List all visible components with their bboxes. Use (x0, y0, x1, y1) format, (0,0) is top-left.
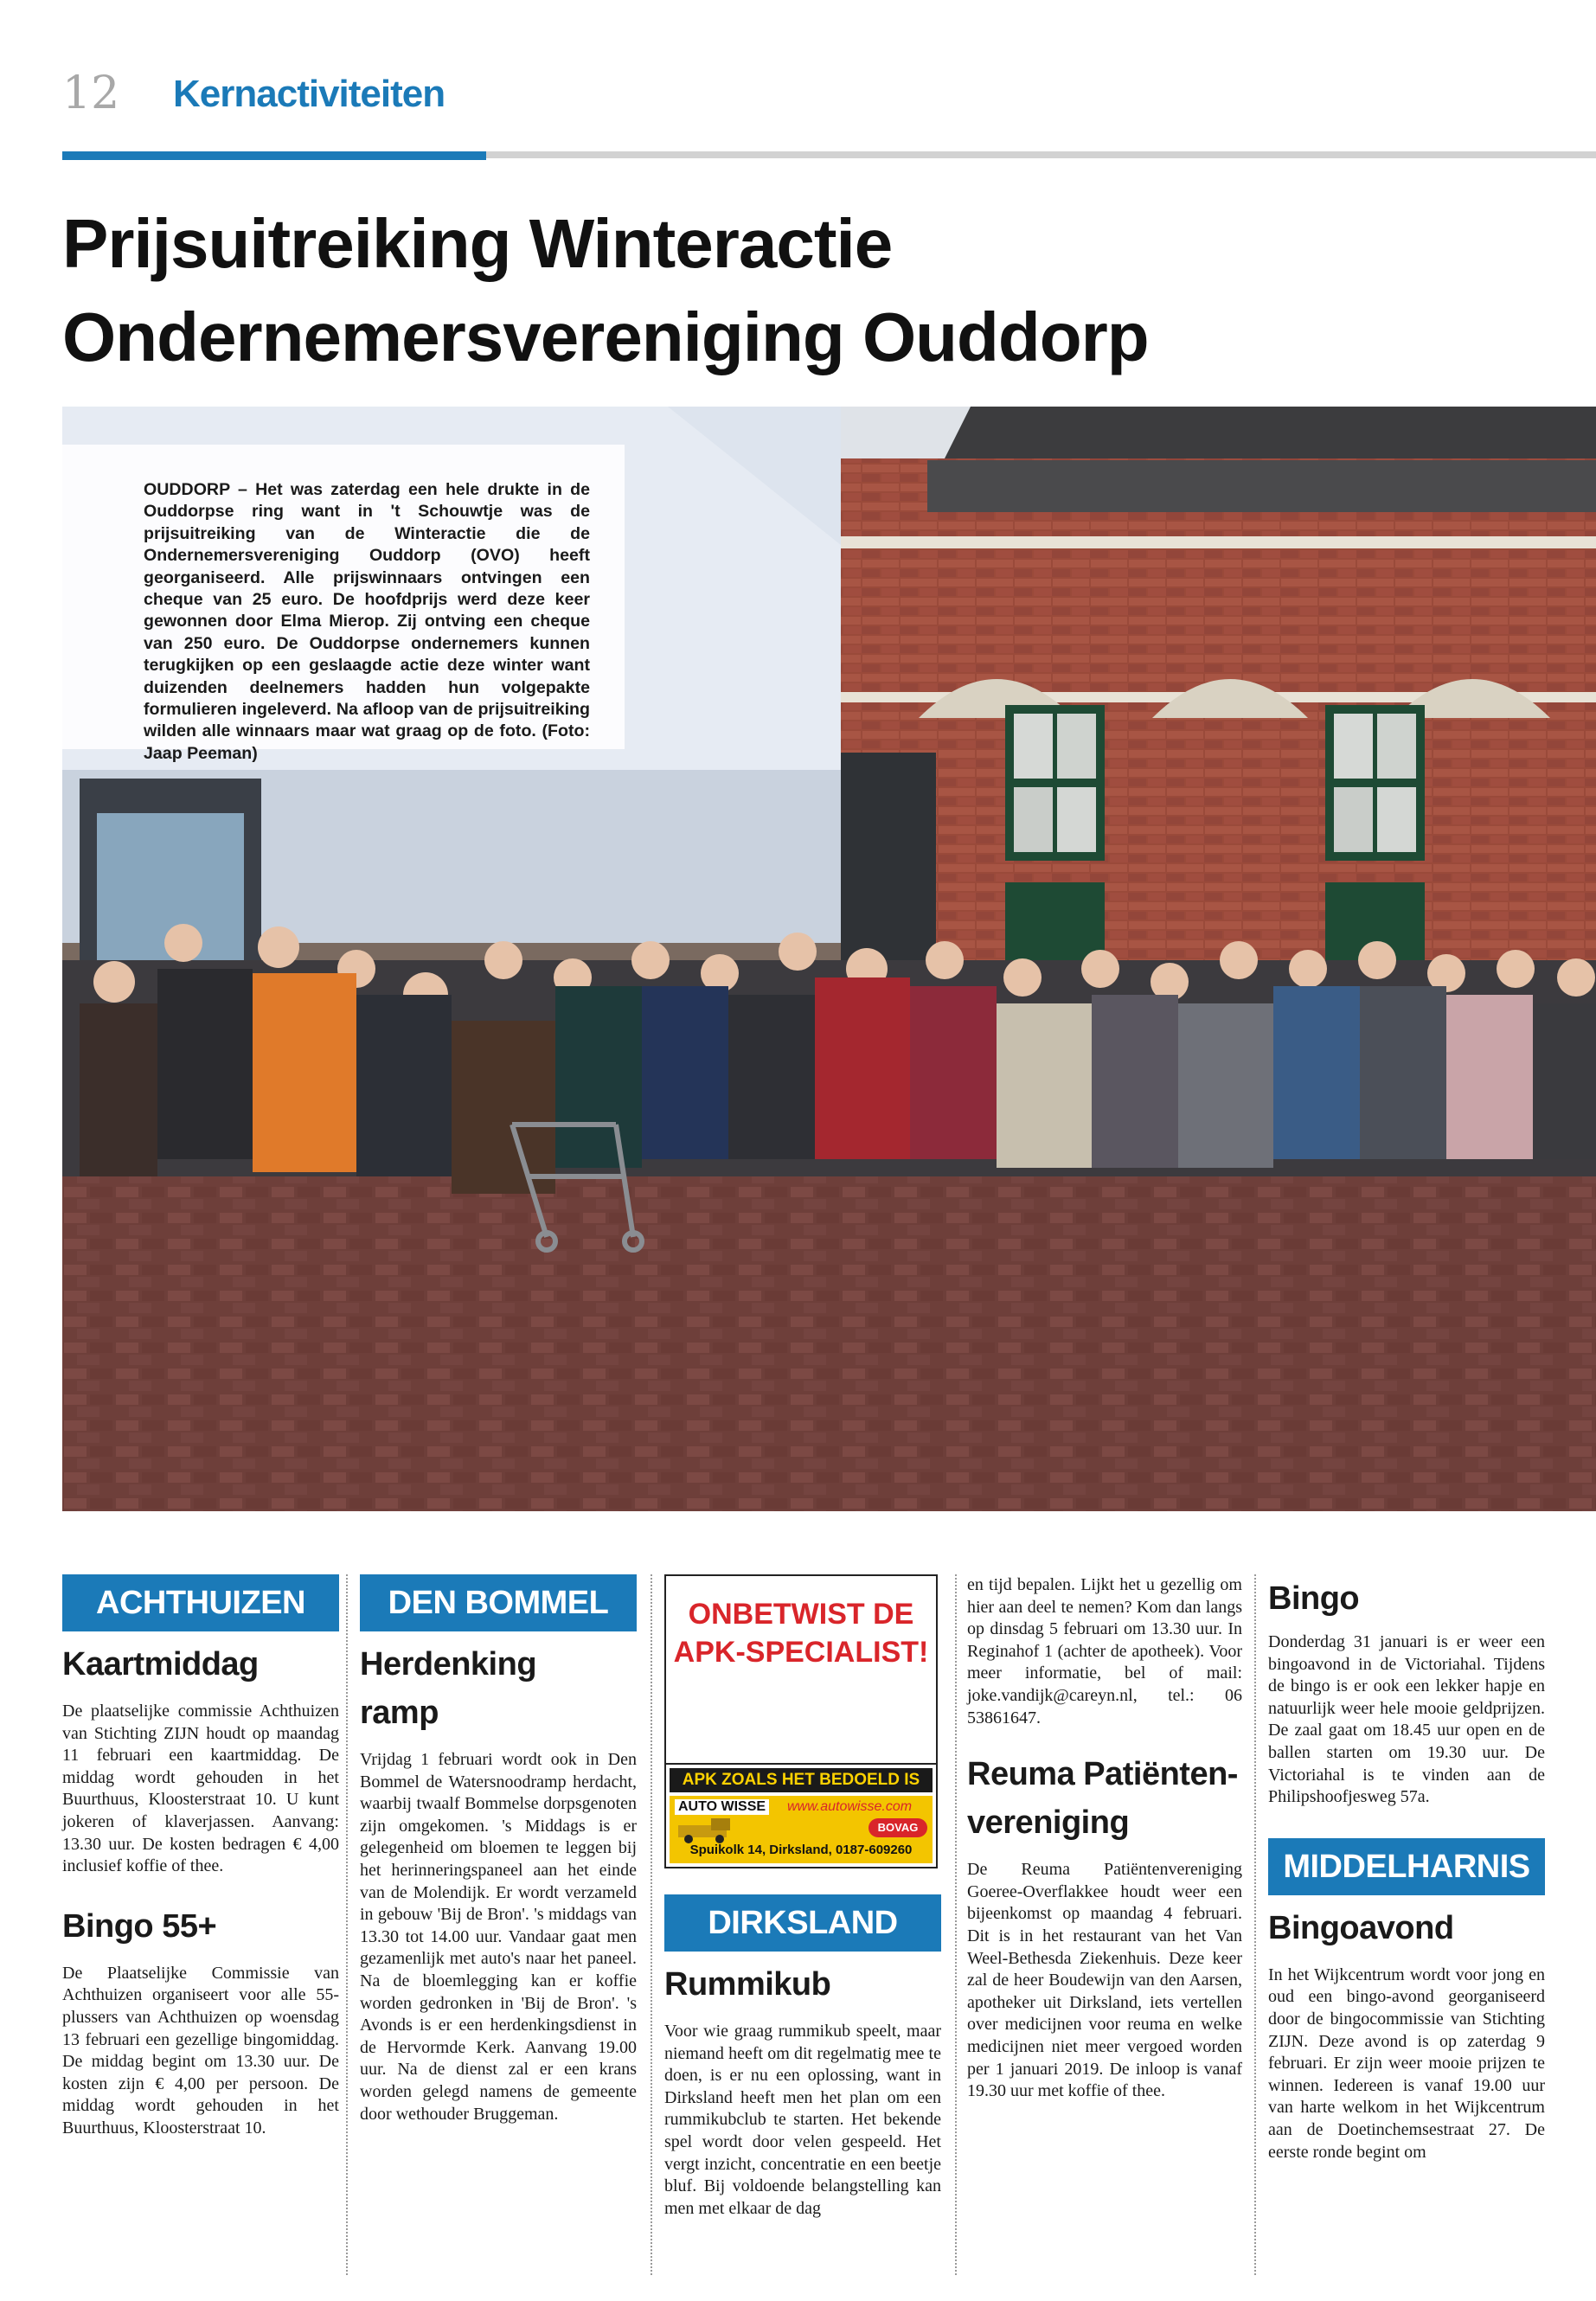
ad-footer (664, 1765, 938, 1868)
ad-headline (666, 1595, 936, 1671)
ad-url: www.autowisse.com (787, 1799, 913, 1814)
column-den-bommel (360, 1574, 637, 2275)
body-reuma: De Reuma Patiëntenvereniging Goeree-Overflakkee houdt weer een bijeenkomst op maandag 4 februari. Dit is in het restaurant van het Van Weel-Bethesda Ziekenhuis. Deze keer zal de heer Boudewijn van den Aarsen, apotheker uit Dirksland, iets vertellen over medicijnen voor reuma en welke medicijnen niet meer vergoed worden per 1 januari 2019. De inloop is vanaf 19.30 uur met koffie of thee. (967, 1860, 1242, 2101)
title-bingo-55: Bingo 55+ (62, 1907, 217, 1945)
column-reuma (967, 1574, 1242, 2275)
column-dirksland (664, 1574, 941, 2275)
title-reuma-line-2: vereniging (967, 1804, 1130, 1842)
advertisement-auto-wisse[interactable] (664, 1574, 938, 1765)
headline-line-1: Prijsuitreiking Winteractie (62, 205, 893, 282)
title-bingo: Bingo (1268, 1580, 1360, 1617)
ad-logo-panel (670, 1796, 933, 1863)
column-achthuizen (62, 1574, 339, 2275)
banner-achthuizen: ACHTHUIZEN (62, 1574, 339, 1631)
ad-address: Spuikolk 14, Dirksland, 0187-609260 (689, 1843, 913, 1857)
banner-den-bommel: DEN BOMMEL (360, 1574, 637, 1631)
ad-headline-line-2: APK-SPECIALIST! (673, 1636, 929, 1669)
ad-headline-line-1: ONBETWIST DE (688, 1598, 914, 1631)
body-herdenking-ramp: Vrijdag 1 februari wordt ook in Den Bommel de Watersnoodramp herdacht, waarbij twaalf Bommelse dorpsgenoten zijn omgekomen. 's Middags is er gelegenheid om bloemen te leggen bij het herinneringspaneel aan het einde van de Molendijk. Er wordt verzameld in gebouw 'Bij de Bron'. 's middags van 13.30 tot 14.00 uur. Vandaar gaat men gezamenlijk met auto's naar het paneel. Na de bloemlegging kan er koffie worden gedronken in 'Bij de Bron'. 's Avonds is er een herdenkingsdienst in de Hervormde Kerk. Aanvang 19.00 uur. Na de dienst zal er een krans worden gelegd namens de gemeente door wethouder Bruggeman. (360, 1750, 637, 2124)
ad-tagline: APK ZOALS HET BEDOELD IS (670, 1768, 933, 1792)
column-divider (651, 1574, 652, 2275)
photo-caption: OUDDORP – Het was zaterdag een hele drukte in de Ouddorpse ring want in 't Schouwtje was de prijsuitreiking van de Winteractie die de Ondernemersvereniging Ouddorp (OVO) heeft georganiseerd. Alle prijswinnaars ontvingen een cheque van 25 euro. De hoofdprijs werd deze keer gewonnen door Elma Mierop. Zij ontving een cheque van 250 euro. De Ouddorpse ondernemers kunnen terugkijken op een geslaagde actie deze winter want duizenden deelnemers hadden hun volgepakte formulieren ingeleverd. Na afloop van de prijsuitreiking wilden alle winnaars maar wat graag op de foto. (Foto: Jaap Peeman) (144, 480, 590, 763)
column-middelharnis (1268, 1574, 1545, 2275)
ad-brand: AUTO WISSE (675, 1799, 769, 1815)
body-bingo-55: De Plaatselijke Commissie van Achthuizen organiseert voor alle 55-plussers van Achthuizen op woensdag 13 februari een gezellige bingomiddag. De middag begint om 13.30 uur. De kosten zijn € 4,00 per persoon. De middag wordt gehouden in het Buurthuus, Kloosterstraat 10. (62, 1963, 339, 2138)
title-bingoavond: Bingoavond (1268, 1909, 1454, 1946)
headline-line-2: Ondernemersvereniging Ouddorp (62, 298, 1149, 375)
tow-truck-icon (678, 1818, 747, 1844)
column-divider (1254, 1574, 1256, 2275)
header-rule-accent (62, 151, 486, 160)
body-bingoavond: In het Wijkcentrum wordt voor jong en oud een bingo-avond georganiseerd door de bingocommissie van Stichting ZIJN. Deze avond is op zaterdag 9 februari. Er zijn weer mooie prijzen te winnen. Iedereen is vanaf 19.00 uur van harte welkom in het Wijkcentrum aan de Doetinchemsestraat 27. De eerste ronde begint om (1268, 1965, 1545, 2162)
page-number: 12 (62, 67, 120, 119)
title-reuma-line-1: Reuma Patiënten- (967, 1756, 1238, 1793)
title-reuma-patientenvereniging (967, 1750, 1242, 1847)
body-kaartmiddag: De plaatselijke commissie Achthuizen van Stichting ZIJN houdt op maandag 11 februari een kaartmiddag. De middag wordt gehouden in het Buurthuus, Kloosterstraat 10. U kunt jokeren of klaverjassen. Aanvang: 13.30 uur. De kosten bedragen € 4,00 inclusief koffie of thee. (62, 1702, 339, 1876)
banner-dirksland: DIRKSLAND (664, 1894, 941, 1952)
body-rummikub-continued: en tijd bepalen. Lijkt het u gezellig om hier aan deel te nemen? Kom dan langs op dinsdag 5 februari om 13.30 uur. In Reginahof 1 (achter de apotheek). Voor meer informatie, bel of mail: joke.vandijk@careyn.nl, tel.: 06 53861647. (967, 1575, 1242, 1727)
title-herdenking-ramp (360, 1640, 637, 1737)
column-divider (955, 1574, 957, 2275)
headline (62, 197, 1533, 384)
banner-middelharnis: MIDDELHARNIS (1268, 1838, 1545, 1895)
body-bingo: Donderdag 31 januari is er weer een bingoavond in de Victoriahal. Tijdens de bingo is er ook een lekker hapje en natuurlijk weer hele mooie geldprijzen. De zaal gaat om 18.45 uur open en de ballen starten om 19.30 uur. De Victoriahal is te vinden aan de Philipshoofjesweg 57a. (1268, 1632, 1545, 1807)
section-title: Kernactiviteiten (173, 73, 445, 115)
photo-caption-box (62, 445, 625, 763)
ad-bovag-badge: BOVAG (869, 1818, 927, 1837)
title-herdenking-line-2: ramp (360, 1695, 439, 1731)
title-rummikub: Rummikub (664, 1966, 831, 2003)
title-herdenking-line-1: Herdenking (360, 1646, 537, 1682)
title-kaartmiddag: Kaartmiddag (62, 1646, 259, 1682)
body-rummikub: Voor wie graag rummikub speelt, maar niemand heeft om dit regelmatig mee te doen, is er nu een oplossing, want in Dirksland heeft men het plan om een rummikubclub te starten. Het bekende spel wordt door velen gespeeld. Het vergt inzicht, concentratie en een beetje bluf. Bij voldoende belangstelling kan men met elkaar de dag (664, 2022, 941, 2218)
column-divider (346, 1574, 348, 2275)
